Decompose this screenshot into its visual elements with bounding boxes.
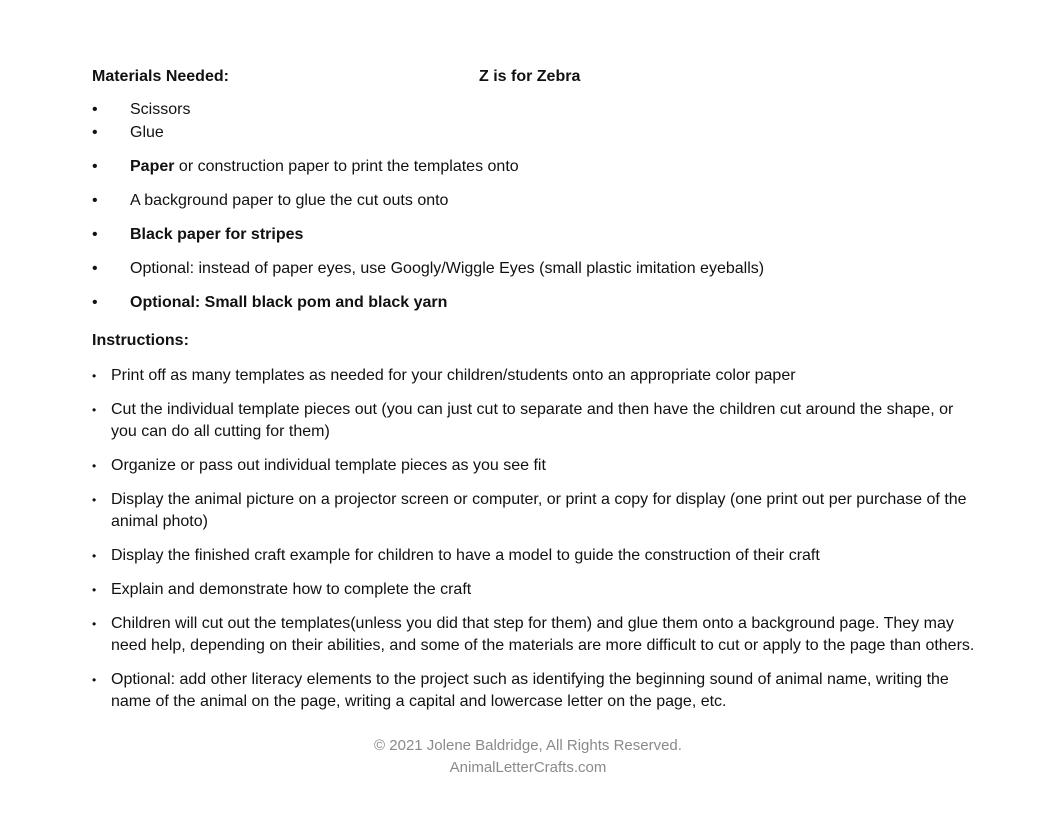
list-item xyxy=(92,455,982,477)
material-text: A background paper to glue the cut outs onto xyxy=(130,192,449,209)
list-item xyxy=(92,365,982,387)
instruction-text: Optional: add other literacy elements to the project such as identifying the beginning sound of animal name, writing the name of the animal on the page, writing a capital and lowercase letter on the page, etc. xyxy=(111,671,949,710)
instruction-text: Children will cut out the templates(unless you did that step for them) and glue them onto a background page. They may need help, depending on their abilities, and some of the materials are more difficult to cut or apply to the page than others. xyxy=(111,615,975,654)
list-item xyxy=(92,579,982,601)
instruction-text: Cut the individual template pieces out (you can just cut to separate and then have the children cut around the shape, or you can do all cutting for them) xyxy=(111,401,954,440)
document-page xyxy=(92,0,992,816)
instructions-list xyxy=(92,365,982,725)
bullet-icon: • xyxy=(92,459,97,473)
material-bold-text: Optional: Small black pom and black yarn xyxy=(130,294,448,311)
material-bold-text: Paper xyxy=(130,158,175,175)
material-text: Glue xyxy=(130,124,164,141)
instruction-text: Organize or pass out individual template pieces as you see fit xyxy=(111,457,546,474)
list-item xyxy=(92,613,982,657)
instruction-text: Print off as many templates as needed for your children/students onto an appropriate color paper xyxy=(111,367,796,384)
copyright-footer xyxy=(0,735,1056,779)
list-item xyxy=(92,258,992,280)
bullet-icon: • xyxy=(92,192,98,209)
list-item xyxy=(92,224,992,246)
materials-list xyxy=(92,99,992,326)
instruction-text: Explain and demonstrate how to complete the craft xyxy=(111,581,472,598)
bullet-icon: • xyxy=(92,583,97,597)
bullet-icon: • xyxy=(92,158,98,175)
bullet-icon: • xyxy=(92,294,98,311)
bullet-icon: • xyxy=(92,549,97,563)
bullet-icon: • xyxy=(92,369,97,383)
list-item xyxy=(92,292,992,314)
website-text: AnimalLetterCrafts.com xyxy=(449,759,607,776)
copyright-text: © 2021 Jolene Baldridge, All Rights Reserved. xyxy=(374,737,682,754)
list-item xyxy=(92,489,982,533)
material-text: or construction paper to print the templates onto xyxy=(174,158,519,175)
bullet-icon: • xyxy=(92,673,97,687)
bullet-icon: • xyxy=(92,493,97,507)
instructions-heading: Instructions: xyxy=(92,332,189,349)
instruction-text: Display the finished craft example for children to have a model to guide the construction of their craft xyxy=(111,547,820,564)
list-item xyxy=(92,399,982,443)
list-item xyxy=(92,122,992,144)
list-item xyxy=(92,190,992,212)
bullet-icon: • xyxy=(92,260,98,277)
bullet-icon: • xyxy=(92,226,98,243)
bullet-icon: • xyxy=(92,124,98,141)
list-item xyxy=(92,669,982,713)
page-title: Z is for Zebra xyxy=(479,68,581,85)
page-header xyxy=(92,66,992,88)
list-item xyxy=(92,545,982,567)
list-item xyxy=(92,156,992,178)
material-bold-text: Black paper for stripes xyxy=(130,226,304,243)
bullet-icon: • xyxy=(92,617,97,631)
list-item xyxy=(92,99,992,121)
material-text: Scissors xyxy=(130,101,191,118)
instruction-text: Display the animal picture on a projector screen or computer, or print a copy for display (one print out per purchase of the animal photo) xyxy=(111,491,967,530)
bullet-icon: • xyxy=(92,403,97,417)
bullet-icon: • xyxy=(92,101,98,118)
material-text: Optional: instead of paper eyes, use Googly/Wiggle Eyes (small plastic imitation eyeballs) xyxy=(130,260,765,277)
materials-heading: Materials Needed: xyxy=(92,68,229,85)
